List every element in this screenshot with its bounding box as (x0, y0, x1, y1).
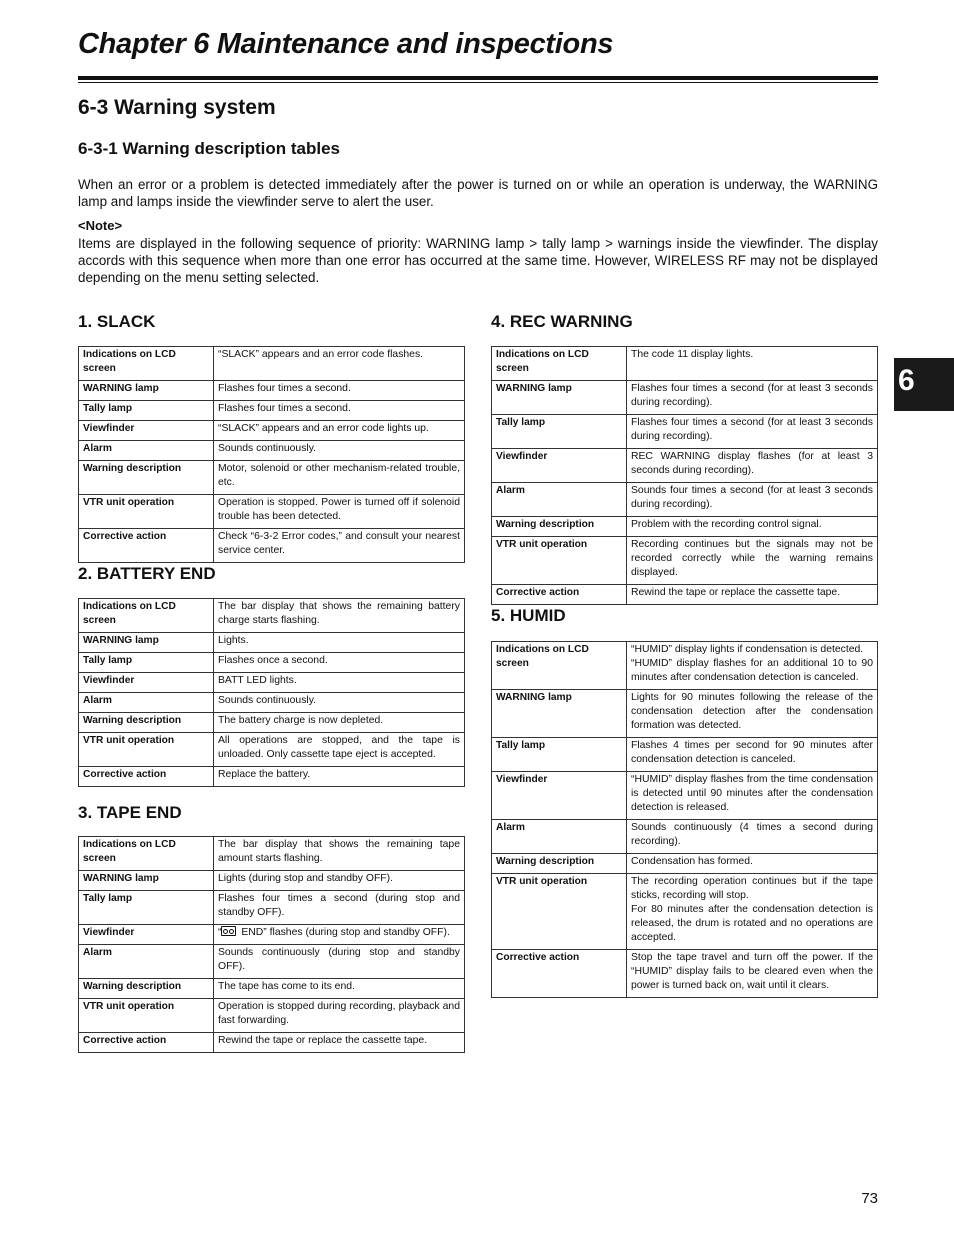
row-label: Viewfinder (79, 925, 214, 945)
row-value: Sounds continuously. (214, 693, 465, 713)
row-label: Indications on LCD screen (79, 837, 214, 871)
row-label: Alarm (492, 820, 627, 854)
row-label: Tally lamp (79, 891, 214, 925)
page-number: 73 (861, 1190, 878, 1207)
table-row (79, 633, 465, 653)
row-label: WARNING lamp (79, 633, 214, 653)
table-row (492, 854, 878, 874)
table-row (492, 820, 878, 854)
row-label: WARNING lamp (492, 690, 627, 738)
row-value: Sounds continuously (during stop and standby OFF). (214, 945, 465, 979)
row-label: Warning description (79, 461, 214, 495)
tape-end-heading: 3. TAPE END (78, 803, 182, 822)
rec-warning-table (491, 346, 878, 605)
row-value: Lights (during stop and standby OFF). (214, 871, 465, 891)
row-label: VTR unit operation (79, 999, 214, 1033)
row-label: Alarm (79, 441, 214, 461)
row-value: Lights for 90 minutes following the release of the condensation detection after the condensation formation was detected. (627, 690, 878, 738)
row-value: BATT LED lights. (214, 673, 465, 693)
row-value: Check “6-3-2 Error codes,” and consult your nearest service center. (214, 529, 465, 563)
table-row (79, 767, 465, 787)
table-row (79, 441, 465, 461)
humid-heading: 5. HUMID (491, 606, 566, 625)
row-label: Tally lamp (79, 401, 214, 421)
row-label: Corrective action (79, 1033, 214, 1053)
table-row (492, 415, 878, 449)
header-rule-thick (78, 76, 878, 80)
table-row (492, 347, 878, 381)
chapter-title: Chapter 6 Maintenance and inspections (78, 28, 614, 60)
row-label: WARNING lamp (79, 381, 214, 401)
table-row (492, 483, 878, 517)
row-label: Viewfinder (79, 673, 214, 693)
humid-table (491, 641, 878, 998)
table-row (79, 1033, 465, 1053)
row-value: Flashes four times a second. (214, 381, 465, 401)
row-value: The battery charge is now depleted. (214, 713, 465, 733)
row-label: Warning description (79, 713, 214, 733)
row-value: Flashes four times a second (for at least 3 seconds during recording). (627, 415, 878, 449)
row-value: The code 11 display lights. (627, 347, 878, 381)
subsection-title: 6-3-1 Warning description tables (78, 139, 340, 158)
vtr-line-1: The recording operation continues but if the tape sticks, recording will stop. (631, 876, 873, 901)
quote-open: “ (218, 927, 222, 938)
row-value: Stop the tape travel and turn off the power. If the “HUMID” display fails to be cleared even when the power is turned back on, wait until it clears. (627, 950, 878, 998)
row-label: WARNING lamp (79, 871, 214, 891)
row-value: Flashes four times a second (for at least 3 seconds during recording). (627, 381, 878, 415)
row-label: Tally lamp (79, 653, 214, 673)
table-row (79, 421, 465, 441)
row-value: Sounds continuously (4 times a second during recording). (627, 820, 878, 854)
table-row (79, 891, 465, 925)
table-row (79, 979, 465, 999)
row-value: Recording continues but the signals may not be recorded correctly while the warning remains displayed. (627, 537, 878, 585)
row-label: VTR unit operation (492, 537, 627, 585)
row-label: Corrective action (79, 529, 214, 563)
note-label: <Note> (78, 218, 123, 233)
table-row (492, 449, 878, 483)
row-value: The bar display that shows the remaining tape amount starts flashing. (214, 837, 465, 871)
row-value: “SLACK” appears and an error code flashes. (214, 347, 465, 381)
row-label: Alarm (492, 483, 627, 517)
slack-heading: 1. SLACK (78, 312, 156, 331)
row-label: Viewfinder (492, 772, 627, 820)
table-row (79, 653, 465, 673)
table-row (492, 585, 878, 605)
chapter-tab: 6 (894, 358, 954, 411)
row-value: All operations are stopped, and the tape is unloaded. Only cassette tape eject is accepted. (214, 733, 465, 767)
table-row (492, 738, 878, 772)
row-value: “SLACK” appears and an error code lights up. (214, 421, 465, 441)
row-value (214, 925, 465, 945)
row-value: Flashes four times a second. (214, 401, 465, 421)
lcd-line-2: “HUMID” display flashes for an additional 10 to 90 minutes after condensation detection is canceled. (631, 658, 873, 683)
row-label: VTR unit operation (492, 874, 627, 950)
row-value: Replace the battery. (214, 767, 465, 787)
row-value: Lights. (214, 633, 465, 653)
row-label: VTR unit operation (79, 733, 214, 767)
row-value: Flashes once a second. (214, 653, 465, 673)
table-row (79, 837, 465, 871)
row-value: Flashes four times a second (during stop and standby OFF). (214, 891, 465, 925)
row-value: The tape has come to its end. (214, 979, 465, 999)
row-value (627, 874, 878, 950)
viewfinder-text: END” flashes (during stop and standby OFF). (238, 927, 450, 938)
row-label: Corrective action (492, 950, 627, 998)
note-paragraph: Items are displayed in the following sequence of priority: WARNING lamp > tally lamp > warnings inside the viewfinder. The display accords with this sequence when more than one error has occurred at the same time. However, WIRELESS RF may not be displayed depending on the menu setting selected. (78, 236, 878, 285)
row-value: Condensation has formed. (627, 854, 878, 874)
table-row (79, 925, 465, 945)
table-row (79, 733, 465, 767)
row-label: Alarm (79, 693, 214, 713)
table-row (492, 874, 878, 950)
row-label: Indications on LCD screen (79, 347, 214, 381)
cassette-tape-icon (221, 926, 236, 936)
table-row (79, 673, 465, 693)
table-row (79, 495, 465, 529)
battery-end-table (78, 598, 465, 787)
table-row (79, 999, 465, 1033)
row-label: Warning description (79, 979, 214, 999)
table-row (492, 950, 878, 998)
table-row (492, 642, 878, 690)
rec-warning-heading: 4. REC WARNING (491, 312, 633, 331)
slack-table (78, 346, 465, 563)
row-value: Sounds four times a second (for at least 3 seconds during recording). (627, 483, 878, 517)
table-row (79, 529, 465, 563)
header-rule-thin (78, 82, 878, 83)
row-value: REC WARNING display flashes (for at least 3 seconds during recording). (627, 449, 878, 483)
table-row (79, 871, 465, 891)
tape-end-table (78, 836, 465, 1053)
table-row (79, 599, 465, 633)
row-label: Warning description (492, 517, 627, 537)
row-value: Operation is stopped during recording, playback and fast forwarding. (214, 999, 465, 1033)
row-label: Indications on LCD screen (492, 642, 627, 690)
row-value: “HUMID” display flashes from the time condensation is detected until 90 minutes after the condensation detection is released. (627, 772, 878, 820)
row-value: Rewind the tape or replace the cassette tape. (627, 585, 878, 605)
vtr-line-2: For 80 minutes after the condensation detection is released, the drum is rotated and no operations are accepted. (631, 904, 873, 943)
intro-paragraph: When an error or a problem is detected immediately after the power is turned on or while an operation is underway, the WARNING lamp and lamps inside the viewfinder serve to alert the user. (78, 177, 878, 209)
row-label: Indications on LCD screen (492, 347, 627, 381)
row-label: Viewfinder (79, 421, 214, 441)
row-value: Rewind the tape or replace the cassette tape. (214, 1033, 465, 1053)
row-label: Tally lamp (492, 415, 627, 449)
row-value: Sounds continuously. (214, 441, 465, 461)
row-label: Viewfinder (492, 449, 627, 483)
table-row (492, 517, 878, 537)
row-label: Tally lamp (492, 738, 627, 772)
section-title: 6-3 Warning system (78, 96, 276, 119)
table-row (79, 461, 465, 495)
lcd-line-1: “HUMID” display lights if condensation is detected. (631, 644, 864, 655)
table-row (492, 381, 878, 415)
table-row (492, 690, 878, 738)
row-label: Indications on LCD screen (79, 599, 214, 633)
row-label: WARNING lamp (492, 381, 627, 415)
row-label: Alarm (79, 945, 214, 979)
table-row (79, 713, 465, 733)
row-value: Motor, solenoid or other mechanism-related trouble, etc. (214, 461, 465, 495)
table-row (492, 537, 878, 585)
row-label: Warning description (492, 854, 627, 874)
table-row (79, 347, 465, 381)
table-row (79, 693, 465, 713)
row-label: Corrective action (492, 585, 627, 605)
table-row (492, 772, 878, 820)
table-row (79, 401, 465, 421)
row-value: Problem with the recording control signal. (627, 517, 878, 537)
row-value: The bar display that shows the remaining battery charge starts flashing. (214, 599, 465, 633)
table-row (79, 381, 465, 401)
table-row (79, 945, 465, 979)
row-label: VTR unit operation (79, 495, 214, 529)
row-label: Corrective action (79, 767, 214, 787)
row-value: Operation is stopped. Power is turned off if solenoid trouble has been detected. (214, 495, 465, 529)
row-value (627, 642, 878, 690)
row-value: Flashes 4 times per second for 90 minutes after condensation detection is canceled. (627, 738, 878, 772)
battery-end-heading: 2. BATTERY END (78, 564, 216, 583)
